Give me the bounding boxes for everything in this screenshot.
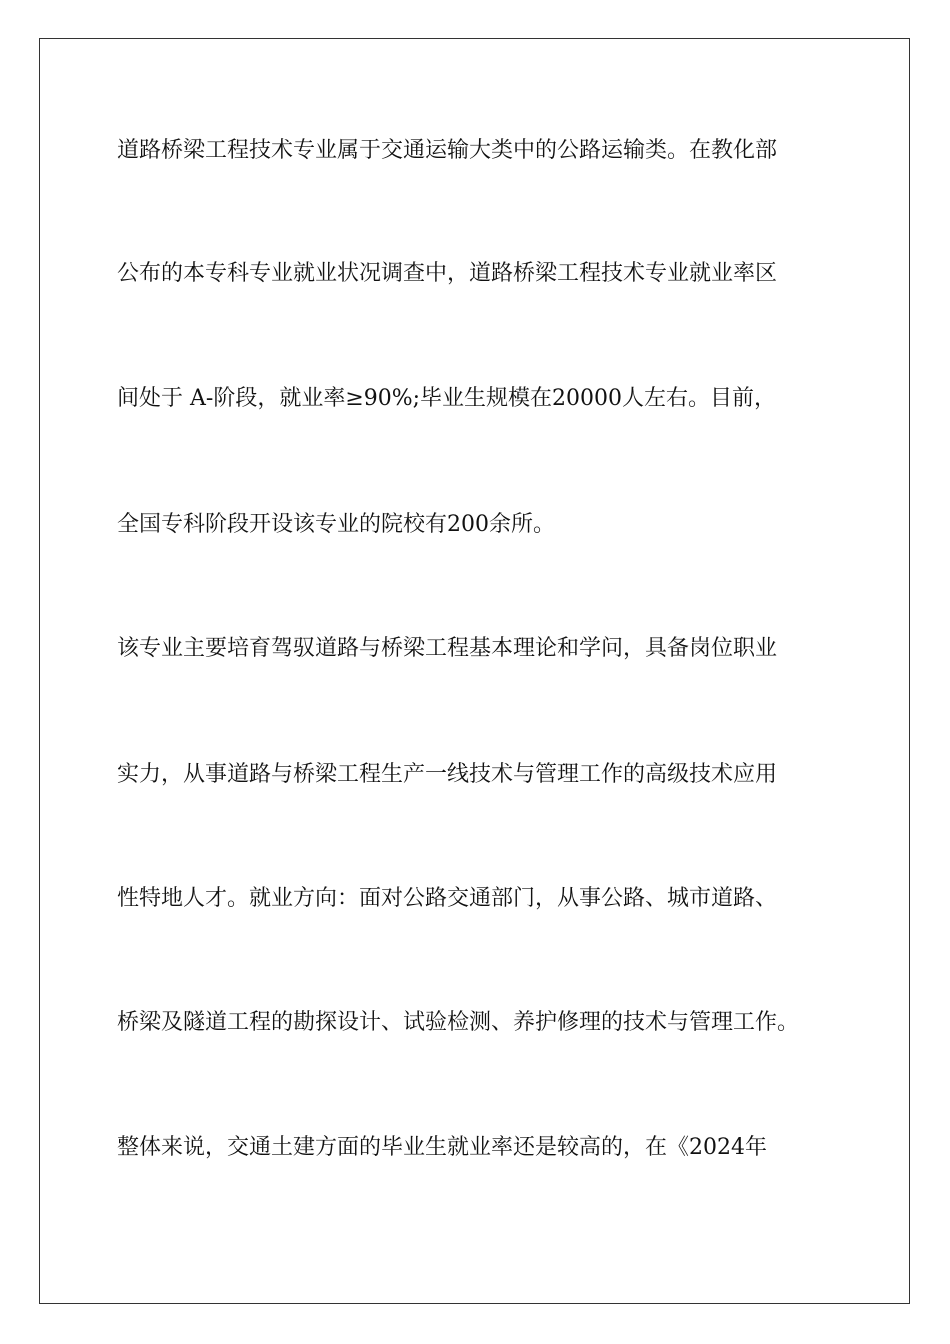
text-line-8: 桥梁及隧道工程的勘探设计、试验检测、养护修理的技术与管理工作。 — [117, 1010, 800, 1035]
page-border — [39, 38, 910, 1304]
text-line-9: 整体来说，交通土建方面的毕业生就业率还是较高的，在《2024年 — [117, 1135, 767, 1160]
text-line-2: 公布的本专科专业就业状况调查中，道路桥梁工程技术专业就业率区 — [117, 261, 778, 286]
text-line-3: 间处于 A-阶段，就业率≥90%;毕业生规模在20000人左右。目前， — [117, 386, 777, 411]
text-line-6: 实力，从事道路与桥梁工程生产一线技术与管理工作的高级技术应用 — [117, 762, 778, 787]
text-line-7: 性特地人才。就业方向：面对公路交通部门，从事公路、城市道路、 — [117, 886, 778, 911]
text-line-4: 全国专科阶段开设该专业的院校有200余所。 — [117, 512, 555, 537]
text-line-1: 道路桥梁工程技术专业属于交通运输大类中的公路运输类。在教化部 — [117, 138, 778, 163]
text-line-5: 该专业主要培育驾驭道路与桥梁工程基本理论和学问，具备岗位职业 — [117, 636, 778, 661]
